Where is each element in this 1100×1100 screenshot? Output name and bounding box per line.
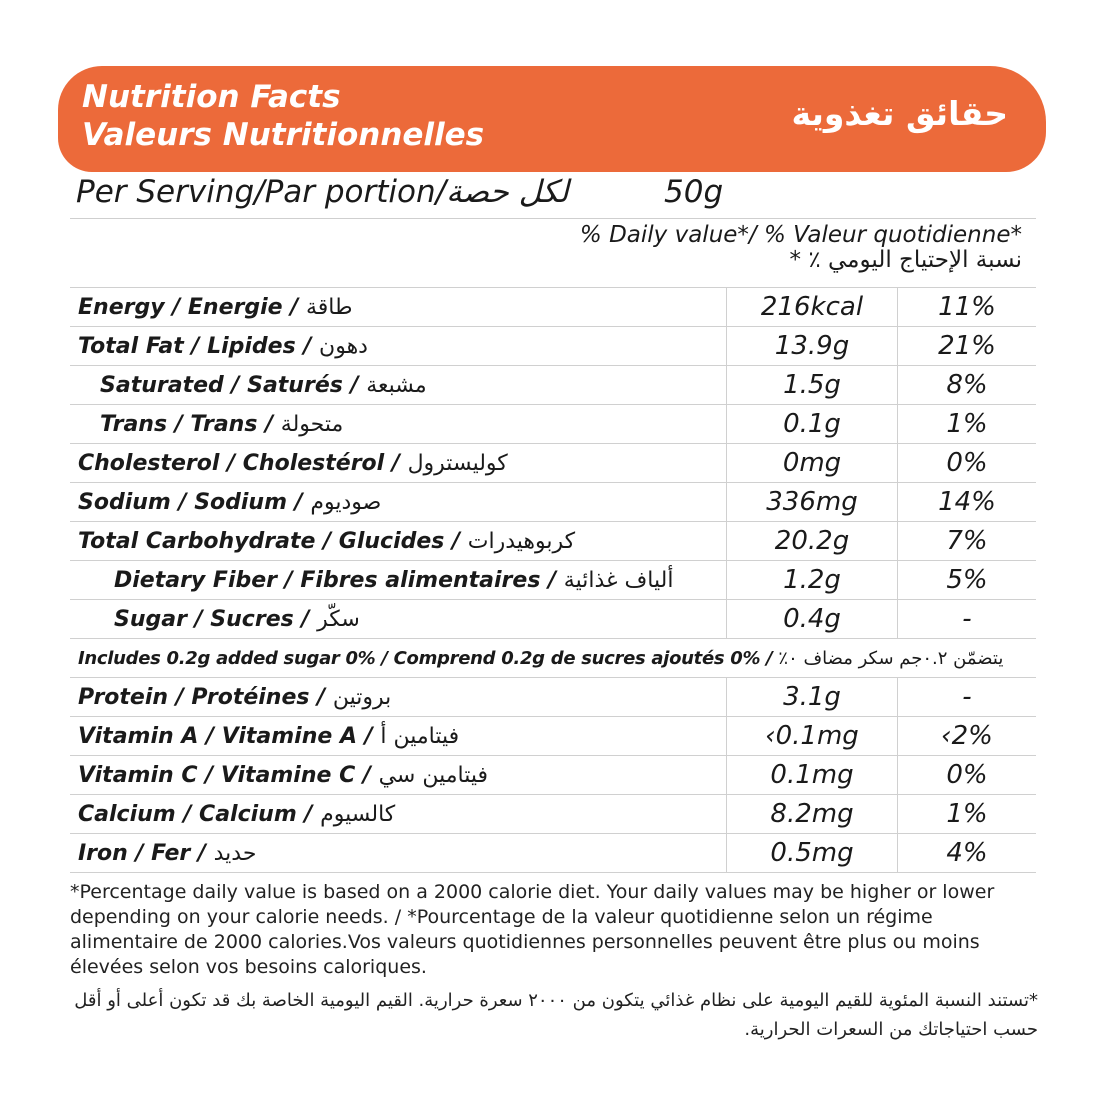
nutrient-label: Iron / Fer / حديد xyxy=(70,834,727,873)
nutrient-amount: 13.9g xyxy=(727,327,898,366)
nutrient-daily-value: 0% xyxy=(898,444,1037,483)
nutrient-daily-value: 11% xyxy=(898,288,1037,327)
nutrient-daily-value: - xyxy=(898,600,1037,639)
title-ar: حقائق تغذوية xyxy=(791,94,1008,133)
table-row xyxy=(70,717,1036,756)
nutrient-label: Energy / Energie / طاقة xyxy=(70,288,727,327)
nutrient-amount: 8.2mg xyxy=(727,795,898,834)
nutrient-amount: 0mg xyxy=(727,444,898,483)
nutrient-amount: 0.1g xyxy=(727,405,898,444)
table-row xyxy=(70,405,1036,444)
added-sugar-text: Includes 0.2g added sugar 0% / Comprend 0.2g de sucres ajoutés 0% / يتضمّن ٠.٢جم سكر مضاف ٠٪ xyxy=(70,639,1036,678)
title-en: Nutrition Facts xyxy=(82,79,341,115)
nutrient-daily-value: 21% xyxy=(898,327,1037,366)
table-row xyxy=(70,522,1036,561)
serving-amount: 50g xyxy=(664,174,724,210)
table-row xyxy=(70,756,1036,795)
daily-value-ar: نسبة الإحتياج اليومي ٪ * xyxy=(789,247,1022,273)
nutrient-label: Total Fat / Lipides / دهون xyxy=(70,327,727,366)
daily-value-header xyxy=(580,223,1022,273)
nutrient-daily-value: 1% xyxy=(898,405,1037,444)
header-banner xyxy=(58,66,1046,172)
nutrient-amount: 216kcal xyxy=(727,288,898,327)
nutrient-daily-value: 0% xyxy=(898,756,1037,795)
table-row xyxy=(70,834,1036,873)
table-row xyxy=(70,600,1036,639)
nutrient-label: Saturated / Saturés / مشبعة xyxy=(70,366,727,405)
nutrient-daily-value: 5% xyxy=(898,561,1037,600)
nutrient-amount: 20.2g xyxy=(727,522,898,561)
table-row xyxy=(70,561,1036,600)
nutrient-label: Vitamin A / Vitamine A / فيتامين أ xyxy=(70,717,727,756)
nutrient-amount: 0.1mg xyxy=(727,756,898,795)
nutrient-label: Sugar / Sucres / سكّر xyxy=(70,600,727,639)
table-row xyxy=(70,678,1036,717)
table-row xyxy=(70,327,1036,366)
serving-line xyxy=(76,174,724,210)
nutrient-amount: 336mg xyxy=(727,483,898,522)
nutrient-amount: 0.5mg xyxy=(727,834,898,873)
nutrient-amount: 1.5g xyxy=(727,366,898,405)
table-row xyxy=(70,366,1036,405)
table-row xyxy=(70,795,1036,834)
nutrient-daily-value: 7% xyxy=(898,522,1037,561)
nutrient-daily-value: 1% xyxy=(898,795,1037,834)
nutrient-daily-value: - xyxy=(898,678,1037,717)
nutrition-table xyxy=(70,287,1036,873)
table-row xyxy=(70,288,1036,327)
nutrient-daily-value: ‹2% xyxy=(898,717,1037,756)
nutrient-label: Trans / Trans / متحولة xyxy=(70,405,727,444)
table-row xyxy=(70,444,1036,483)
nutrient-amount: ‹0.1mg xyxy=(727,717,898,756)
added-sugar-note xyxy=(70,639,1036,678)
nutrient-label: Sodium / Sodium / صوديوم xyxy=(70,483,727,522)
footnote-ar: *تستند النسبة المئوية للقيم اليومية على نظام غذائي يتكون من ٢٠٠٠ سعرة حرارية. القيم اليومية الخاصة بك قد تكون أعلى أو أقل حسب احتياجاتك من السعرات الحرارية. xyxy=(74,990,1038,1040)
nutrient-amount: 0.4g xyxy=(727,600,898,639)
title-fr: Valeurs Nutritionnelles xyxy=(82,117,485,153)
nutrient-label: Protein / Protéines / بروتين xyxy=(70,678,727,717)
nutrient-label: Vitamin C / Vitamine C / فيتامين سي xyxy=(70,756,727,795)
header-title-group xyxy=(82,78,484,154)
serving-divider xyxy=(70,218,1036,219)
nutrient-amount: 3.1g xyxy=(727,678,898,717)
nutrient-daily-value: 8% xyxy=(898,366,1037,405)
footnote-en-fr: *Percentage daily value is based on a 2000 calorie diet. Your daily values may be higher or lower depending on your calorie needs. / *Pourcentage de la valeur quotidienne selon un régime alimentaire de 2000 calories.Vos valeurs quotidiennes personnelles peuvent être plus ou moins élevées selon vos besoins caloriques. xyxy=(70,881,995,978)
nutrient-label: Dietary Fiber / Fibres alimentaires / ألياف غذائية xyxy=(70,561,727,600)
nutrient-label: Total Carbohydrate / Glucides / كربوهيدرات xyxy=(70,522,727,561)
nutrient-label: Cholesterol / Cholestérol / كوليسترول xyxy=(70,444,727,483)
serving-label: Per Serving/Par portion/لكل حصة xyxy=(76,174,569,210)
table-row xyxy=(70,483,1036,522)
daily-value-en-fr: % Daily value*/ % Valeur quotidienne* xyxy=(579,222,1022,248)
nutrient-label: Calcium / Calcium / كالسيوم xyxy=(70,795,727,834)
nutrient-amount: 1.2g xyxy=(727,561,898,600)
nutrient-daily-value: 14% xyxy=(898,483,1037,522)
nutrient-daily-value: 4% xyxy=(898,834,1037,873)
